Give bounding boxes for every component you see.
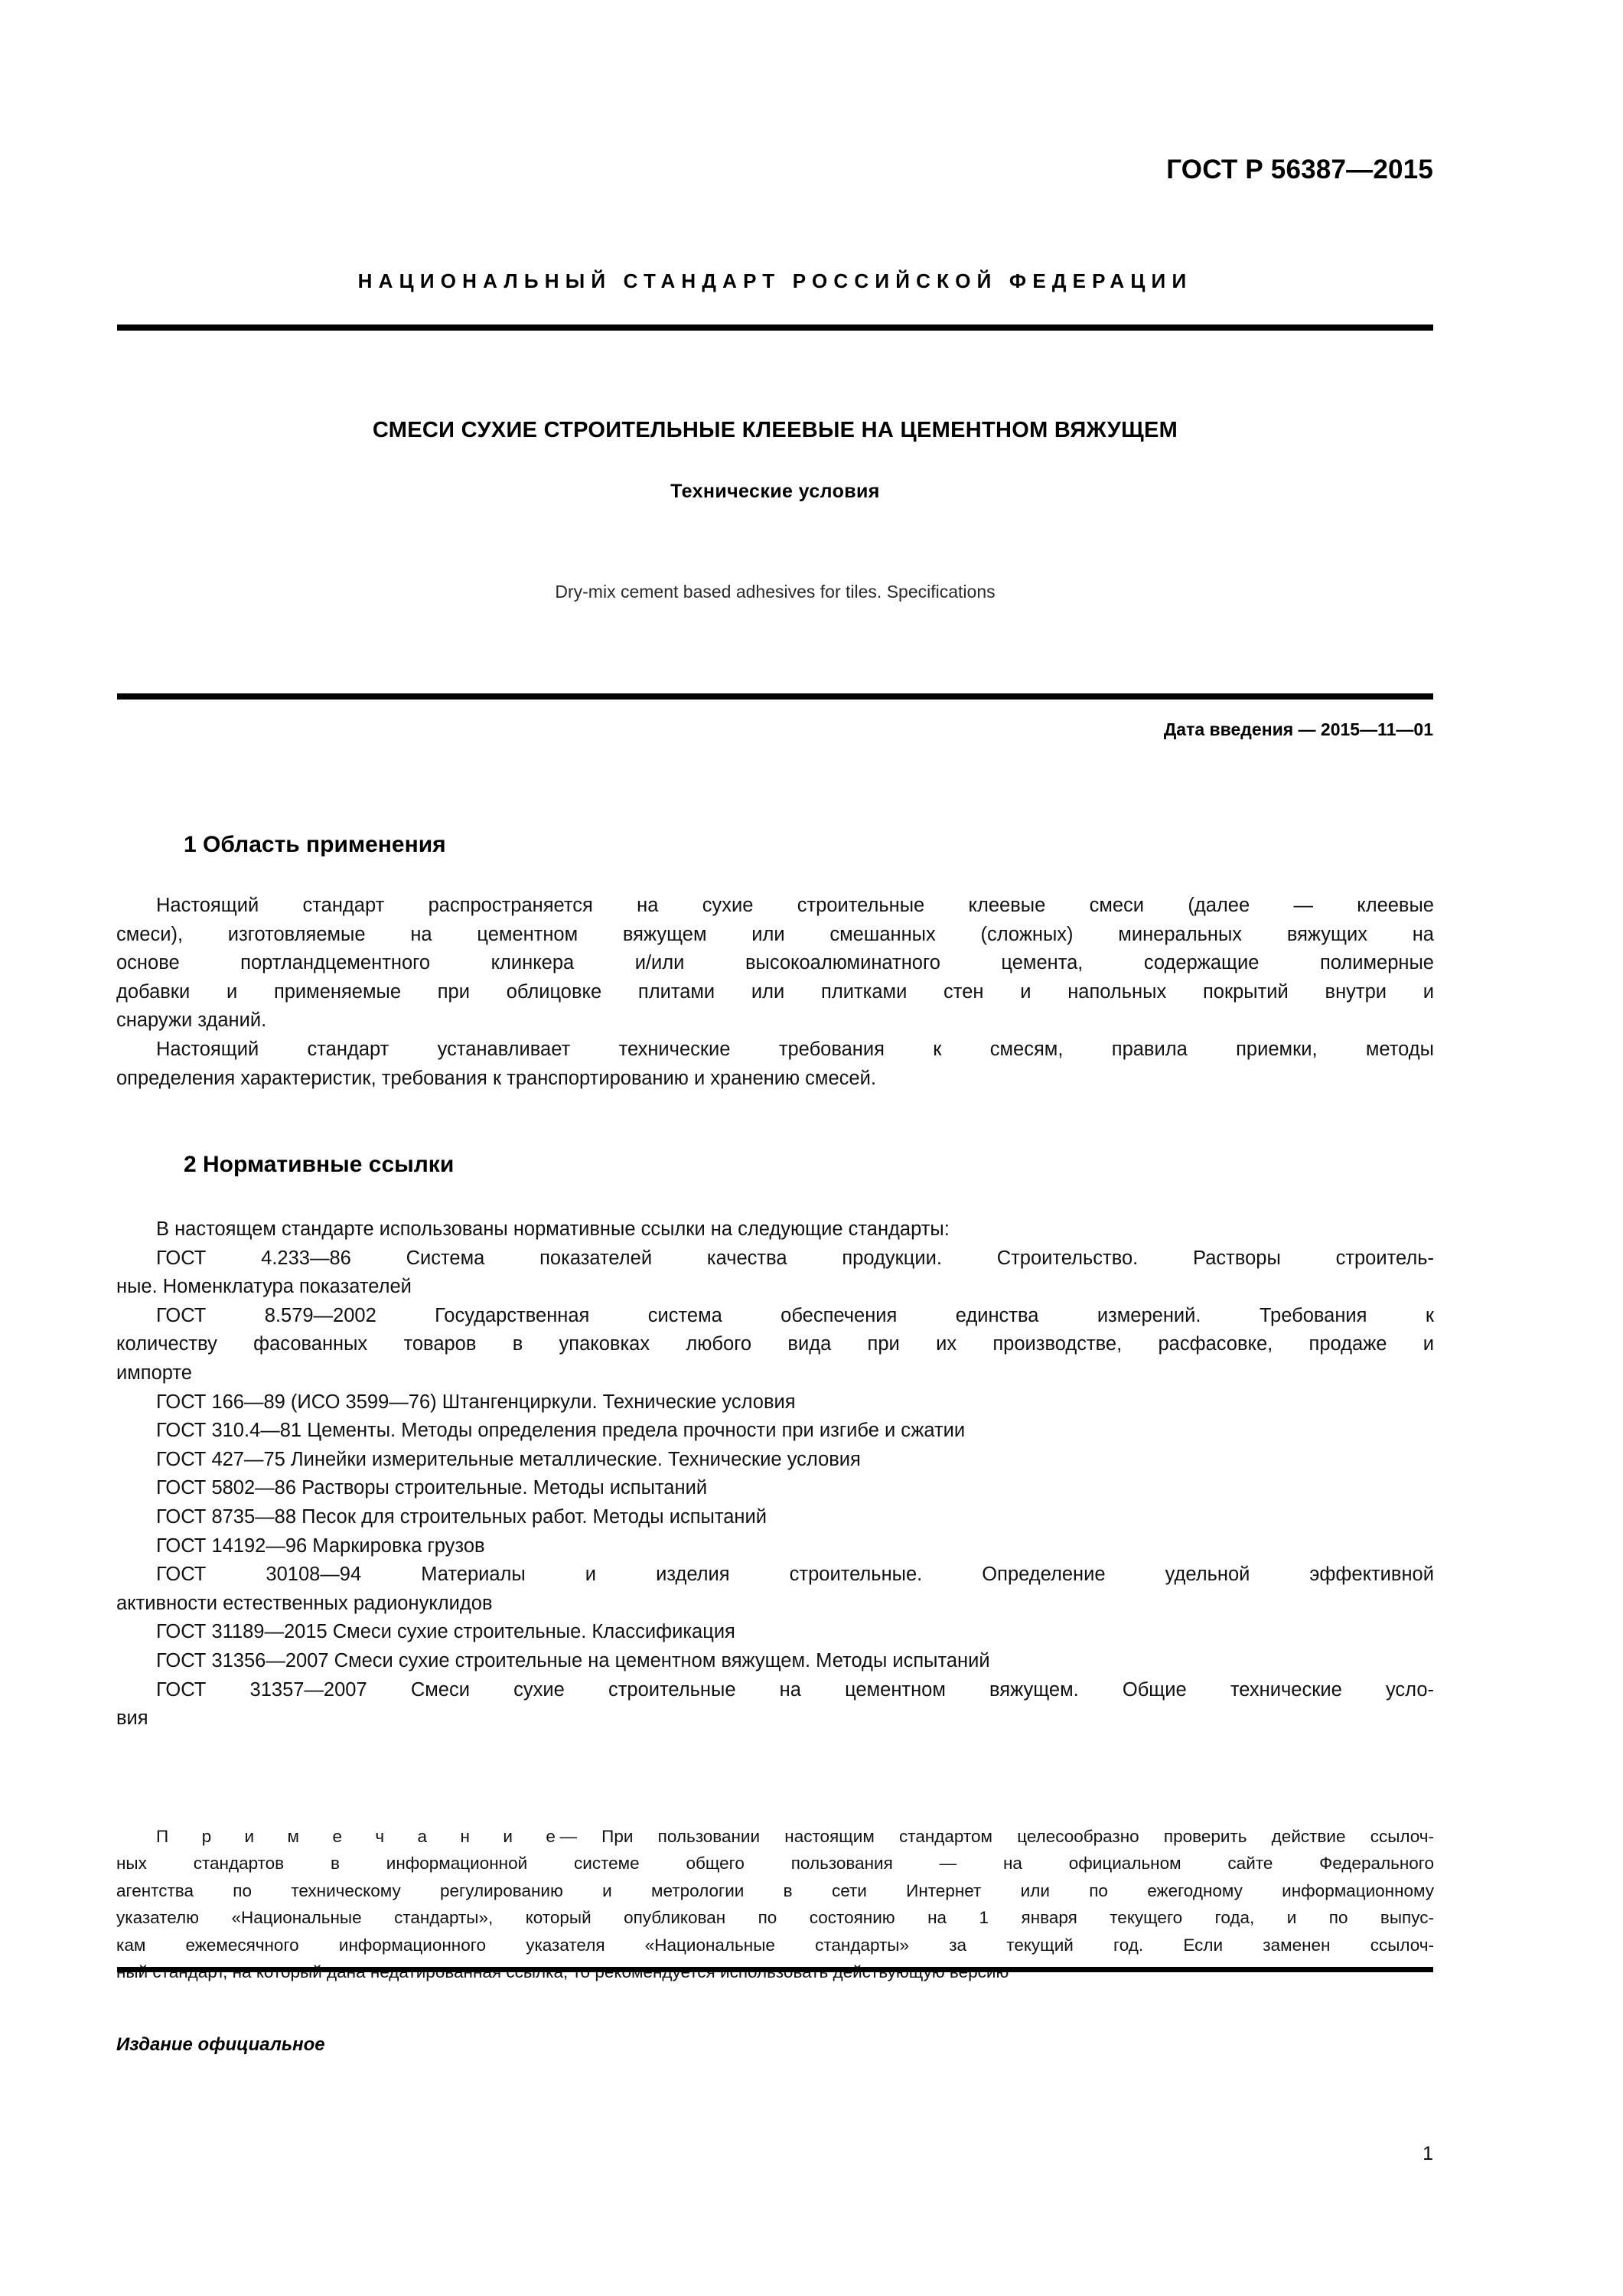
text-line: количеству фасованных товаров в упаковках любого вида при их производстве, расфасовке, продаже и (116, 1333, 1434, 1355)
page-title-english: Dry-mix cement based adhesives for tiles. Specifications (555, 582, 996, 602)
page-number: 1 (1423, 2143, 1433, 2164)
note-label: П р и м е ч а н и е (156, 1827, 560, 1846)
text-line: ГОСТ 31356—2007 Смеси сухие строительные на цементном вяжущем. Методы испытаний (156, 1649, 990, 1671)
text-line: ГОСТ 8735—88 Песок для строительных работ. Методы испытаний (156, 1505, 767, 1528)
title-rule (117, 693, 1433, 700)
section-1-heading: 1 Область применения (184, 832, 446, 857)
text-line: определения характеристик, требования к транспортированию и хранению смесей. (116, 1067, 876, 1089)
text-line: ных стандартов в информационной системе общего пользования — на официальном сайте Федерального (116, 1854, 1434, 1874)
standard-reference (116, 1302, 1434, 1388)
text-line: агентства по техническому регулированию и метрологии в сети Интернет или по ежегодному информационному (116, 1880, 1434, 1900)
text-line: ГОСТ 5802—86 Растворы строительные. Методы испытаний (156, 1477, 708, 1499)
text-line: снаружи зданий. (116, 1009, 267, 1032)
standard-reference (116, 1446, 1434, 1475)
text-line: добавки и применяемые при облицовке плитами или плитками стен и напольных покрытий внутри и (116, 980, 1434, 1003)
page-title: СМЕСИ СУХИЕ СТРОИТЕЛЬНЫЕ КЛЕЕВЫЕ НА ЦЕМЕНТНОМ ВЯЖУЩЕМ (372, 418, 1178, 442)
text-line: вия (116, 1707, 148, 1730)
text-line: ГОСТ 8.579—2002 Государственная система обеспечения единства измерений. Требования к (156, 1304, 1434, 1326)
standard-reference (116, 1417, 1434, 1446)
text-line: ГОСТ 30108—94 Материалы и изделия строительные. Определение удельной эффективной (156, 1564, 1434, 1586)
text-line: П р и м е ч а н и е— При пользовании настоящим стандартом целесообразно проверить действие ссылоч- (156, 1827, 1434, 1846)
text-line: Настоящий стандарт распространяется на сухие строительные клеевые смеси (далее — клеевые (156, 895, 1434, 916)
standard-reference (116, 1388, 1434, 1417)
text-line: смеси), изготовляемые на цементном вяжущем или смешанных (сложных) минеральных вяжущих на (116, 923, 1434, 945)
text-line: ные. Номенклатура показателей (116, 1276, 412, 1298)
text-line: ГОСТ 310.4—81 Цементы. Методы определения предела прочности при изгибе и сжатии (156, 1420, 966, 1442)
paragraph (116, 1035, 1434, 1093)
text-line: ГОСТ 31189—2015 Смеси сухие строительные. Классификация (156, 1621, 735, 1643)
standard-reference (116, 1647, 1434, 1676)
text-line: кам ежемесячного информационного указателя «Национальные стандарты» за текущий год. Если заменен ссылоч- (116, 1935, 1434, 1955)
page-subtitle: Технические условия (670, 481, 880, 502)
standard-reference (116, 1474, 1434, 1503)
text-line: активности естественных радионуклидов (116, 1592, 493, 1614)
national-standard-banner: НАЦИОНАЛЬНЫЙ СТАНДАРТ РОССИЙСКОЙ ФЕДЕРАЦИИ (357, 269, 1193, 292)
text-line: ГОСТ 166—89 (ИСО 3599—76) Штангенциркули. Технические условия (156, 1391, 796, 1413)
text-line: указателю «Национальные стандарты», который опубликован по состоянию на 1 января текущего года, и по выпус- (116, 1908, 1434, 1928)
introduction-date: Дата введения — 2015—11—01 (1163, 719, 1433, 739)
header-rule (117, 325, 1433, 331)
paragraph (116, 892, 1434, 1035)
standard-reference (116, 1618, 1434, 1647)
footer-rule (117, 1967, 1433, 1972)
standard-reference (116, 1244, 1434, 1302)
text-line: Настоящий стандарт устанавливает технические требования к смесям, правила приемки, методы (156, 1038, 1434, 1060)
document-number: ГОСТ Р 56387—2015 (1166, 155, 1433, 184)
standard-reference (116, 1676, 1434, 1733)
section-2-body (116, 1215, 1434, 1733)
text-line: основе портландцементного клинкера и/или высокоалюминатного цемента, содержащие полимерные (116, 952, 1434, 974)
edition-note: Издание официальное (116, 2034, 325, 2055)
standard-reference (116, 1561, 1434, 1618)
note-block (116, 1823, 1434, 1985)
standard-reference (116, 1532, 1434, 1561)
text-line: импорте (116, 1362, 192, 1384)
text-line: ГОСТ 14192—96 Маркировка грузов (156, 1534, 485, 1557)
text-line: ГОСТ 427—75 Линейки измерительные металлические. Технические условия (156, 1448, 861, 1470)
text-line: ГОСТ 31357—2007 Смеси сухие строительные на цементном вяжущем. Общие технические усло- (156, 1678, 1434, 1701)
section-2-heading: 2 Нормативные ссылки (184, 1152, 455, 1177)
text-line: В настоящем стандарте использованы нормативные ссылки на следующие стандарты: (156, 1218, 950, 1240)
text-line: ГОСТ 4.233—86 Система показателей качества продукции. Строительство. Растворы строитель- (156, 1247, 1434, 1269)
standard-reference (116, 1503, 1434, 1532)
section-1-body (116, 892, 1434, 1093)
paragraph (116, 1215, 1434, 1244)
